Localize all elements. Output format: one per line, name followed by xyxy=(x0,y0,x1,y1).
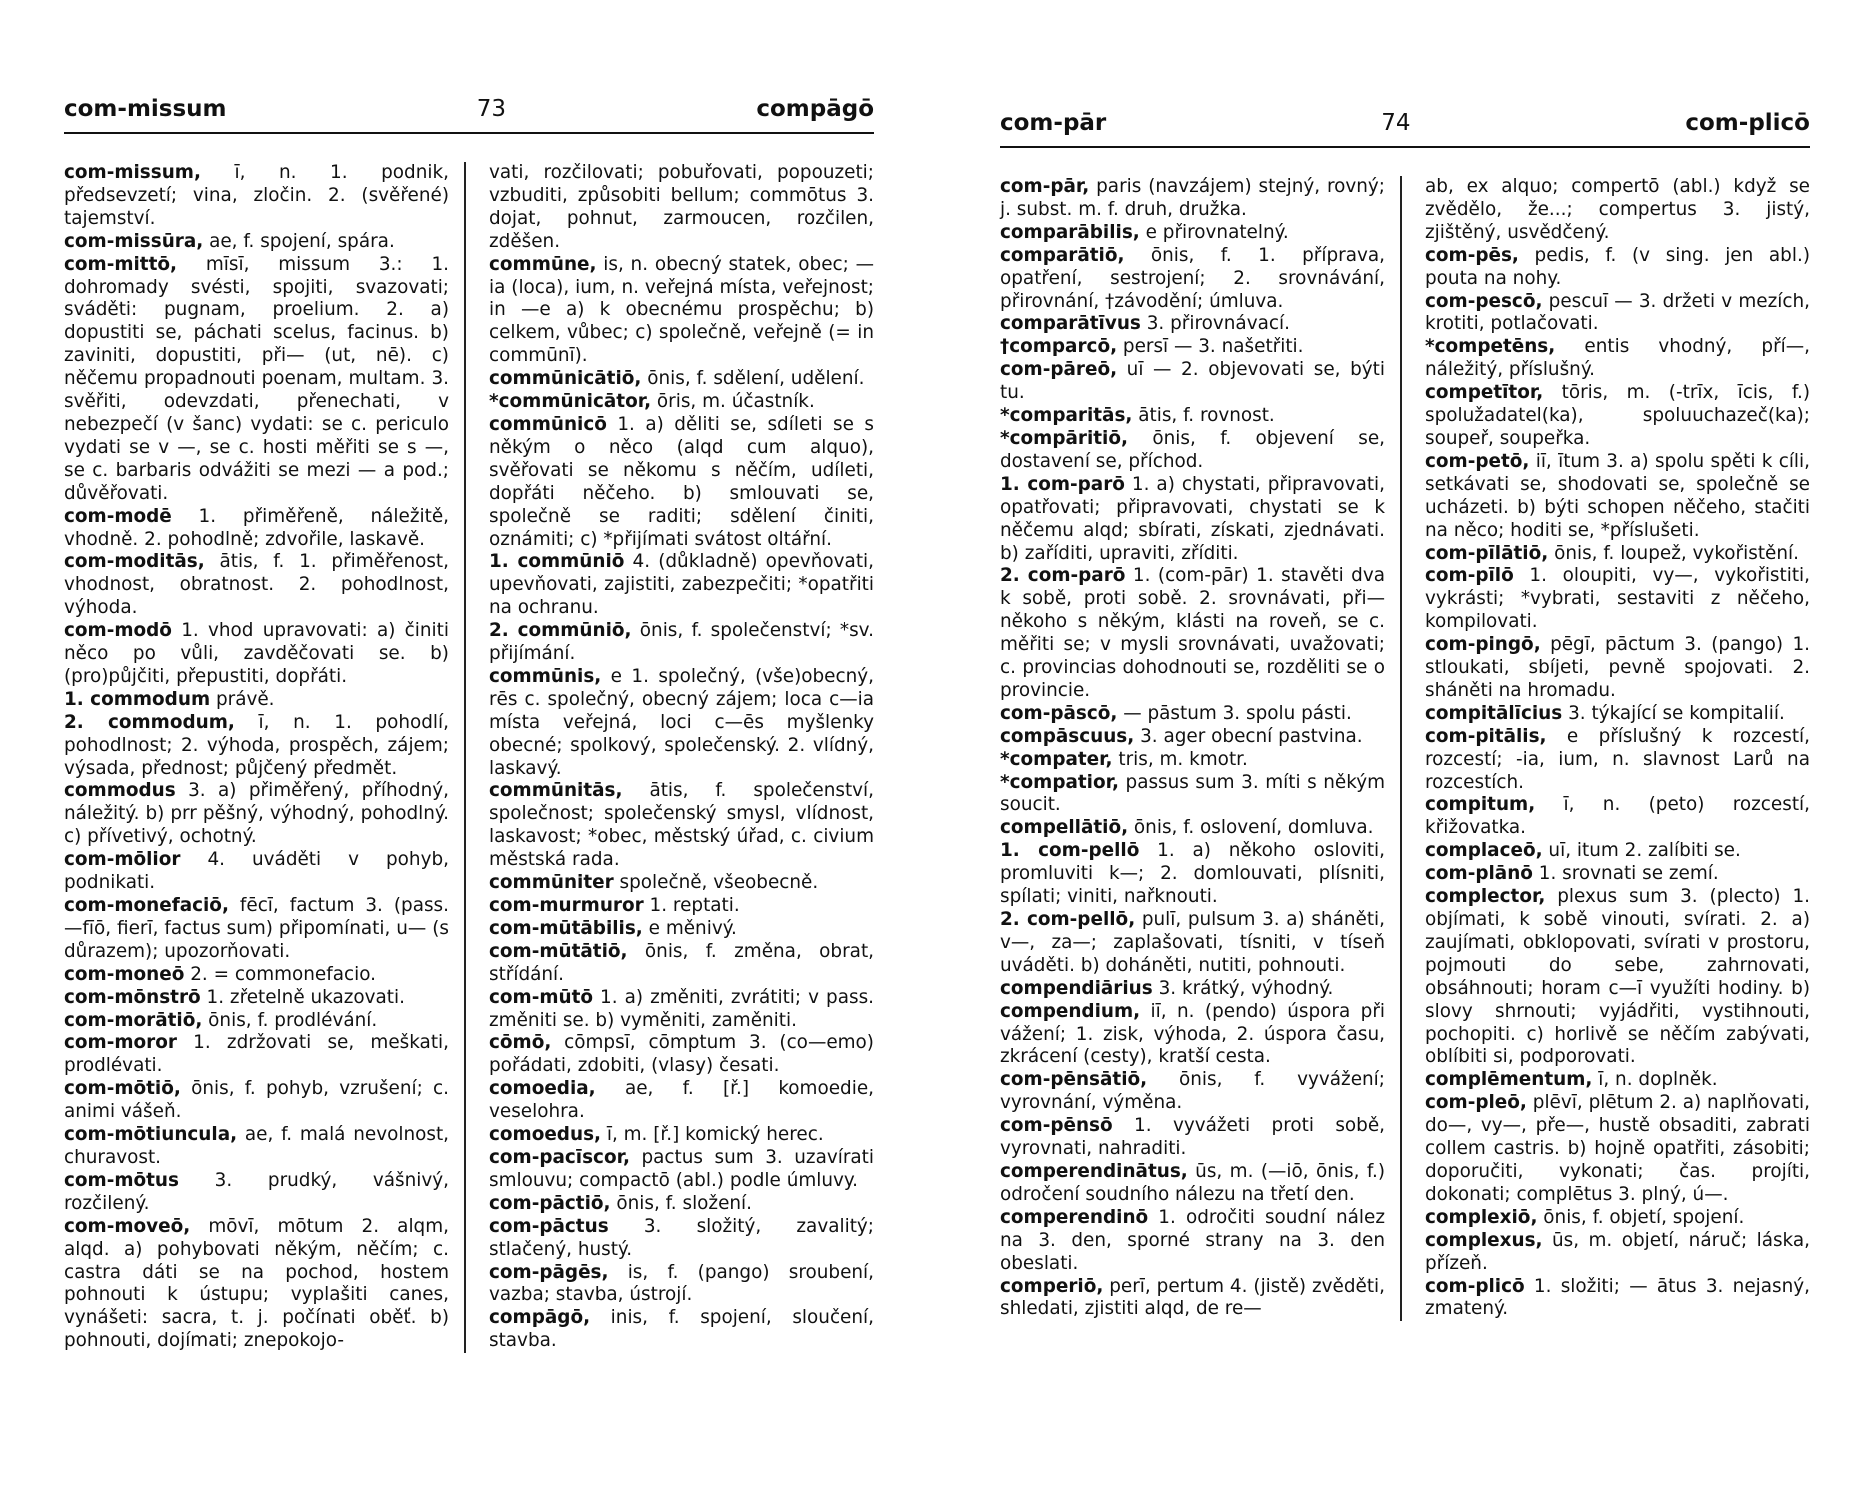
running-head-left: com-missum xyxy=(64,96,227,122)
entry-definition: 1. vhod upravovati: a) činiti něco po vůli, zavděčovati se. b) (pro)půjčiti, přepustiti, dopřáti. xyxy=(64,620,449,687)
entry-definition: vati, rozčilovati; pobuřovati, popouzeti; vzbuditi, způsobiti bellum; commōtus 3. dojat, pohnut, zarmoucen, rozčilen, zděšen. xyxy=(489,162,874,252)
dictionary-entry xyxy=(64,987,449,1010)
entry-headword: *compāritiō, xyxy=(1000,427,1128,449)
entry-headword: *competēns, xyxy=(1425,336,1556,358)
dictionary-entry xyxy=(64,620,449,689)
dictionary-entry xyxy=(489,162,874,254)
entry-definition: 1. oloupiti, vy—, vykořistiti, vykrásti; *vybrati, sestaviti z něčeho, kompilovati. xyxy=(1425,565,1810,633)
entry-definition: ōnis, f. 1. příprava, opatření, sestrojení; 2. srovnávání, přirovnání, †závodění; úmluva. xyxy=(1000,244,1385,312)
dictionary-entry xyxy=(64,1124,449,1170)
dictionary-entry xyxy=(1000,359,1385,405)
entry-headword: compitum, xyxy=(1425,794,1536,816)
dictionary-entry xyxy=(1425,840,1810,863)
entry-headword: competītor, xyxy=(1425,382,1544,404)
entry-definition: mīsī, missum 3.: 1. dohromady svésti, spojiti, svazovati; sváděti: pugnam, proelium. 2. a) dopustiti se, páchati scelus, facinus. b) zaviniti, dopustiti, při— (ut, nē). c) něčemu propadnouti poenam, multam. 3. svěřiti, odevzdati, přenechati, v nebezpečí (v šanc) vydati: se c. periculo vydati se v —, se c. hosti měřiti se s —, se c. barbaris odvážiti se mezi — a pod.; důvěřovati. xyxy=(64,253,449,504)
entry-headword: commūne, xyxy=(489,253,597,275)
dictionary-entry xyxy=(64,506,449,552)
dictionary-entry xyxy=(489,1307,874,1353)
entry-definition: ātis, f. společenství, společnost; společenský smysl, vlídnost, laskavost; *obec, městský úřad, c. civium městská rada. xyxy=(489,780,874,871)
entry-headword: compāscuus, xyxy=(1000,725,1135,747)
dictionary-entry xyxy=(489,620,874,666)
entry-headword: comperendinō xyxy=(1000,1206,1149,1228)
dictionary-entry xyxy=(1000,313,1385,336)
entry-definition: ae, f. [ř.] komoedie, veselohra. xyxy=(489,1078,874,1123)
entry-headword: com-mōlior xyxy=(64,849,181,871)
dictionary-entry xyxy=(1000,817,1385,840)
entry-headword: com-pāgēs, xyxy=(489,1261,609,1283)
entry-definition: perī, pertum 4. (jistě) zvěděti, shledati, zjistiti alqd, de re— xyxy=(1000,1275,1385,1320)
entry-definition: pactus sum 3. uzavírati smlouvu; compactō (abl.) podle úmluvy. xyxy=(489,1146,874,1191)
entry-headword: com-mōnstrō xyxy=(64,986,201,1008)
entry-headword: com-pitālis, xyxy=(1425,725,1547,747)
entry-definition: iī, n. (pendo) úspora při vážení; 1. zisk, výhoda, 2. úspora času, zkrácení (cesty), kratší cesta. xyxy=(1000,1000,1385,1068)
entry-definition: fēcī, factum 3. (pass. —fīō, fierī, factus sum) připomínati, u— (s důrazem); upozorňovati. xyxy=(64,895,449,962)
dictionary-entry xyxy=(64,712,449,781)
entry-definition: iī, ītum 3. a) spolu spěti k cíli, setkávati se, shodovati se, společně se ucházeti. b) býti schopen něčeho, stačiti na něco; hoditi se, *příslušeti. xyxy=(1425,450,1810,541)
entry-definition: ōnis, f. sdělení, udělení. xyxy=(641,368,865,390)
entry-headword: com-moneō xyxy=(64,963,185,985)
entry-headword: com-pingō, xyxy=(1425,634,1541,656)
dictionary-entry xyxy=(1425,382,1810,451)
entry-definition: 4. (důkladně) opevňovati, upevňovati, zajistiti, zabezpečiti; *opatřiti na ochranu. xyxy=(489,551,874,619)
entry-definition: — pāstum 3. spolu pásti. xyxy=(1117,702,1352,724)
entry-headword: com-monefaciō, xyxy=(64,895,229,916)
entry-definition: tōris, m. (-trīx, īcis, f.) spolužadatel(ka), spoluuchazeč(ka); soupeř, soupeřka. xyxy=(1425,382,1810,449)
dictionary-entry xyxy=(489,414,874,551)
entry-definition: 1. přiměřeně, náležitě, vhodně. 2. pohodlně; zdvořile, laskavě. xyxy=(64,505,449,550)
dictionary-entry xyxy=(64,1216,449,1353)
dictionary-entry xyxy=(489,666,874,781)
dictionary-entry xyxy=(1000,336,1385,359)
entry-definition: is, f. (pango) sroubení, vazba; stavba, ústrojí. xyxy=(489,1261,874,1306)
two-column-body xyxy=(1000,176,1810,1321)
entry-definition: e měnivý. xyxy=(642,917,737,939)
dictionary-entry xyxy=(1425,794,1810,840)
entry-definition: cōmpsī, cōmptum 3. (co—emo) pořádati, zdobiti, (vlasy) česati. xyxy=(489,1032,874,1077)
entry-definition: 3. ager obecní pastvina. xyxy=(1134,725,1363,747)
entry-definition: paris (navzájem) stejný, rovný; j. subst. m. f. druh, družka. xyxy=(1000,176,1385,220)
entry-headword: com-pāscō, xyxy=(1000,702,1118,724)
entry-definition: entis vhodný, pří—, náležitý, příslušný. xyxy=(1425,336,1810,381)
entry-headword: com-pēnsātiō, xyxy=(1000,1069,1148,1091)
entry-definition: 3. složitý, zavalitý; stlačený, hustý. xyxy=(489,1215,874,1260)
dictionary-entry xyxy=(1425,1230,1810,1276)
entry-headword: commūnis, xyxy=(489,665,602,687)
entry-headword: complexus, xyxy=(1425,1229,1543,1251)
running-head-right: com-plicō xyxy=(1685,110,1810,136)
column-right xyxy=(1425,176,1810,1321)
entry-definition: 3. a) přiměřený, příhodný, náležitý. b) prr pěšný, výhodný, pohodlný. c) přívetivý, ochotný. xyxy=(64,780,449,848)
entry-definition: 1. srovnati se zemí. xyxy=(1532,863,1719,885)
entry-definition: ūs, m. objetí, náruč; láska, přízeň. xyxy=(1425,1229,1810,1274)
entry-definition: 3. přirovnávací. xyxy=(1140,313,1290,335)
entry-headword: com-missūra, xyxy=(64,230,204,252)
entry-definition: 1. a) změniti, zvrátiti; v pass. změniti se. b) vyměniti, zaměniti. xyxy=(489,986,874,1031)
dictionary-entry xyxy=(1425,451,1810,543)
entry-definition: společně, všeobecně. xyxy=(613,872,819,894)
dictionary-entry xyxy=(1425,1092,1810,1207)
entry-headword: *commūnicātor, xyxy=(489,391,652,413)
column-left xyxy=(64,162,449,1353)
dictionary-entry xyxy=(1425,863,1810,886)
entry-headword: com-mōtiō, xyxy=(64,1078,181,1100)
dictionary-entry xyxy=(489,780,874,872)
entry-definition: 2. = commonefacio. xyxy=(184,963,376,985)
entry-definition: ōnis, f. vyvážení; vyrovnání, výměna. xyxy=(1000,1069,1385,1114)
entry-definition: ātis, f. rovnost. xyxy=(1132,405,1275,427)
entry-headword: 1. commodum xyxy=(64,688,211,710)
column-divider xyxy=(464,162,466,1353)
entry-definition: ātis, f. 1. přiměřenost, vhodnost, obratnost. 2. pohodlnost, výhoda. xyxy=(64,551,449,619)
entry-definition: ōnis, f. pohyb, vzrušení; c. animi vášeň. xyxy=(64,1078,449,1123)
entry-definition: ae, f. spojení, spára. xyxy=(203,230,395,252)
running-head xyxy=(64,96,874,134)
dictionary-entry xyxy=(64,551,449,620)
dictionary-entry xyxy=(489,895,874,918)
entry-headword: com-murmuror xyxy=(489,895,644,916)
dictionary-entry xyxy=(489,1193,874,1216)
entry-headword: com-mūtō xyxy=(489,986,594,1008)
entry-definition: ōnis, f. objetí, spojení. xyxy=(1537,1206,1745,1228)
running-head-left: com-pār xyxy=(1000,110,1107,136)
dictionary-entry xyxy=(1000,1115,1385,1161)
entry-definition: tris, m. kmotr. xyxy=(1112,748,1248,770)
entry-headword: com-plicō xyxy=(1425,1275,1525,1297)
dictionary-entry xyxy=(64,254,449,506)
dictionary-entry xyxy=(64,162,449,231)
dictionary-entry xyxy=(1000,840,1385,909)
entry-headword: comparābilis, xyxy=(1000,221,1140,243)
entry-definition: 1. zdržovati se, meškati, prodlévati. xyxy=(64,1032,449,1077)
dictionary-entry xyxy=(1000,1069,1385,1115)
two-column-body xyxy=(64,162,874,1353)
entry-headword: com-moditās, xyxy=(64,551,205,573)
entry-definition: plēvī, plētum 2. a) naplňovati, do—, vy—, pře—, hustě obsaditi, zabrati collem castris. b) hojně opatřiti, zásobiti; doporučiti, vykonati; čas. projíti, dokonati; complētus 3. plný, ú—. xyxy=(1425,1092,1810,1205)
entry-headword: com-mōtus xyxy=(64,1169,179,1191)
entry-headword: 1. com-parō xyxy=(1000,473,1125,495)
entry-definition: 4. uváděti v pohyb, podnikati. xyxy=(64,849,449,894)
entry-definition: ī, n. 1. pohodlí, pohodlnost; 2. výhoda, prospěch, zájem; výsada, přednost; půjčený předmět. xyxy=(64,711,449,779)
dictionary-entry xyxy=(489,941,874,987)
entry-headword: *comparitās, xyxy=(1000,405,1133,427)
entry-headword: commūnicō xyxy=(489,413,607,435)
entry-headword: cōmō, xyxy=(489,1032,552,1054)
dictionary-entry xyxy=(64,1032,449,1078)
entry-headword: comoedus, xyxy=(489,1124,601,1146)
dictionary-page-73 xyxy=(64,96,874,1353)
column-left xyxy=(1000,176,1385,1321)
entry-definition: ōnis, f. oslovení, domluva. xyxy=(1128,817,1374,839)
dictionary-entry xyxy=(1425,565,1810,634)
dictionary-entry xyxy=(1425,176,1810,245)
entry-definition: ōnis, f. loupež, vykořistění. xyxy=(1548,542,1799,564)
dictionary-entry xyxy=(1000,222,1385,245)
page-number: 73 xyxy=(476,96,507,122)
page-number: 74 xyxy=(1381,110,1411,136)
entry-headword: com-pīlātiō, xyxy=(1425,542,1549,564)
dictionary-entry xyxy=(1425,1207,1810,1230)
entry-definition: pescuī — 3. držeti v mezích, krotiti, potlačovati. xyxy=(1425,290,1810,335)
dictionary-entry xyxy=(1425,245,1810,291)
entry-definition: uī — 2. objevovati se, býti tu. xyxy=(1000,359,1385,404)
entry-headword: 1. commūniō xyxy=(489,551,625,573)
entry-headword: com-mōtiuncula, xyxy=(64,1124,238,1146)
entry-definition: ōnis, f. složení. xyxy=(610,1192,753,1214)
entry-headword: com-pacīscor, xyxy=(489,1146,630,1168)
dictionary-entry xyxy=(1000,909,1385,978)
running-head-right: compāgō xyxy=(756,96,874,122)
dictionary-entry xyxy=(489,1078,874,1124)
entry-definition: 3. krátký, výhodný. xyxy=(1152,977,1334,999)
dictionary-entry xyxy=(1000,245,1385,314)
entry-definition: passus sum 3. míti s někým soucit. xyxy=(1000,771,1385,816)
entry-headword: comoedia, xyxy=(489,1078,596,1100)
entry-headword: com-petō, xyxy=(1425,450,1530,472)
entry-headword: 2. commūniō, xyxy=(489,620,632,642)
column-divider xyxy=(1400,176,1402,1321)
dictionary-entry xyxy=(489,1032,874,1078)
dictionary-entry xyxy=(64,780,449,849)
dictionary-entry xyxy=(1000,405,1385,428)
entry-definition: pedis, f. (v sing. jen abl.) pouta na nohy. xyxy=(1425,244,1810,289)
entry-definition: plexus sum 3. (plecto) 1. objímati, k sobě vinouti, svírati. 2. a) zaujímati, obklopovati, svírati v prostoru, pojmouti do sebe, zahrnovati, obsáhnouti; horam c—ī využíti hodiny. b) slovy shrnouti; vyjádřiti, vystihnouti, pochopiti. c) horlivě se něčím zabývati, oblíbiti si, podporovati. xyxy=(1425,886,1810,1068)
entry-headword: com-modō xyxy=(64,620,172,642)
entry-definition: ōnis, f. společenství; *sv. přijímání. xyxy=(489,620,874,665)
entry-definition: mōvī, mōtum 2. alqm, alqd. a) pohybovati někým, něčím; c. castra dáti se na pochod, hostem pohnouti k ústupu; vyplašiti canes, vynášeti: sacra, t. j. počínati oběť. b) pohnouti, dojímati; znepokojo- xyxy=(64,1215,449,1352)
entry-definition: e přirovnatelný. xyxy=(1139,221,1289,243)
entry-headword: compendiārius xyxy=(1000,977,1153,999)
entry-headword: com-pāreō, xyxy=(1000,359,1118,381)
entry-definition: ōnis, f. změna, obrat, střídání. xyxy=(489,940,874,985)
entry-headword: comparātiō, xyxy=(1000,244,1125,266)
dictionary-entry xyxy=(1000,1161,1385,1207)
entry-definition: 1. reptati. xyxy=(643,895,740,916)
entry-headword: comperendinātus, xyxy=(1000,1160,1188,1182)
entry-headword: com-moror xyxy=(64,1032,177,1054)
entry-headword: complēmentum, xyxy=(1425,1069,1593,1091)
dictionary-entry xyxy=(1425,1276,1810,1322)
entry-headword: com-plānō xyxy=(1425,863,1533,885)
entry-definition: ī, n. (peto) rozcestí, křižovatka. xyxy=(1425,794,1810,839)
entry-definition: ōnis, f. objevení se, dostavení se, příchod. xyxy=(1000,427,1385,472)
dictionary-entry xyxy=(1000,749,1385,772)
dictionary-entry xyxy=(1000,978,1385,1001)
dictionary-entry xyxy=(1425,886,1810,1069)
dictionary-entry xyxy=(489,872,874,895)
entry-headword: 2. com-pellō, xyxy=(1000,909,1136,930)
dictionary-entry xyxy=(64,1078,449,1124)
dictionary-entry xyxy=(1000,428,1385,474)
dictionary-entry xyxy=(1425,703,1810,726)
entry-headword: compellātiō, xyxy=(1000,817,1129,839)
dictionary-page-74 xyxy=(1000,110,1810,1321)
entry-headword: complector, xyxy=(1425,886,1546,908)
entry-headword: compāgō, xyxy=(489,1307,591,1329)
entry-definition: ūs, m. (—iō, ōnis, f.) odročení soudního nálezu na třetí den. xyxy=(1000,1160,1385,1205)
dictionary-entry xyxy=(1000,474,1385,566)
dictionary-entry xyxy=(1000,703,1385,726)
entry-definition: ab, ex alquo; compertō (abl.) když se zvědělo, že...; compertus 3. jistý, zjištěný, usvědčený. xyxy=(1425,176,1810,243)
entry-definition: ōnis, f. prodlévání. xyxy=(202,1009,378,1031)
entry-headword: †comparcō, xyxy=(1000,336,1118,358)
entry-definition: 1. (com-pār) 1. stavěti dva k sobě, proti sobě. 2. srovnávati, při— někoho s někým, klásti na roveň, se c. měřiti se; v mysli srovnávati, uvažovati; c. provincias dohodnouti se, rozděliti se o provincie. xyxy=(1000,565,1386,701)
entry-definition: ī, n. 1. podnik, předsevzetí; vina, zločin. 2. (svěřené) tajemství. xyxy=(64,162,449,229)
entry-definition: ae, f. malá nevolnost, churavost. xyxy=(64,1124,449,1168)
entry-definition: pulī, pulsum 3. a) sháněti, v—, za—; zaplašovati, tísniti, v tíseň uváděti. b) doháněti, nutiti, pohnouti. xyxy=(1000,909,1385,976)
entry-definition: ōris, m. účastník. xyxy=(651,391,815,413)
dictionary-entry xyxy=(489,254,874,369)
dictionary-entry xyxy=(489,918,874,941)
dictionary-entry xyxy=(64,849,449,895)
entry-headword: 2. commodum, xyxy=(64,711,235,733)
entry-definition: 1. vyvážeti proti sobě, vyrovnati, nahraditi. xyxy=(1000,1115,1385,1160)
entry-headword: com-pāctiō, xyxy=(489,1192,611,1214)
dictionary-entry xyxy=(1425,1069,1810,1092)
entry-headword: complaceō, xyxy=(1425,840,1543,862)
entry-headword: comparātīvus xyxy=(1000,313,1141,335)
dictionary-entry xyxy=(1425,543,1810,566)
dictionary-entry xyxy=(64,895,449,964)
dictionary-entry xyxy=(64,1010,449,1033)
entry-definition: persī — 3. našetřiti. xyxy=(1117,336,1304,358)
dictionary-entry xyxy=(1000,176,1385,222)
entry-definition: ī, m. [ř.] komický herec. xyxy=(601,1124,824,1146)
entry-definition: inis, f. spojení, sloučení, stavba. xyxy=(489,1307,874,1352)
entry-headword: com-pescō, xyxy=(1425,290,1543,312)
entry-headword: com-mittō, xyxy=(64,253,178,275)
entry-headword: 2. com-parō xyxy=(1000,565,1126,587)
entry-headword: com-mūtātiō, xyxy=(489,940,628,962)
entry-definition: 1. a) chystati, připravovati, opatřovati; připravovati, chystati se k něčemu alqd; sbírati, získati, zjednávati. b) zaříditi, upraviti, zříditi. xyxy=(1000,473,1386,564)
entry-definition: 1. a) někoho osloviti, promluviti k—; 2. domlouvati, plísniti, spílati; viniti, nařknouti. xyxy=(1000,840,1385,908)
entry-headword: compendium, xyxy=(1000,1000,1141,1022)
entry-headword: com-pār, xyxy=(1000,176,1090,197)
entry-definition: 3. týkající se kompitalií. xyxy=(1562,702,1785,724)
entry-definition: e 1. společný, (vše)obecný, rēs c. společný, obecný zájem; loca c—ia místa veřejná, loci c—ēs myšlenky obecné; spolkový, společenský. 2. vlídný, laskavý. xyxy=(489,665,874,779)
entry-definition: 1. zřetelně ukazovati. xyxy=(200,986,405,1008)
dictionary-entry xyxy=(1000,1207,1385,1276)
entry-definition: uī, itum 2. zalíbiti se. xyxy=(1542,840,1741,862)
entry-headword: com-missum, xyxy=(64,162,201,183)
entry-headword: com-pīlō xyxy=(1425,565,1514,587)
dictionary-entry xyxy=(1425,291,1810,337)
entry-definition: 1. odročiti soudní nález na 3. den, sporné strany na 3. den obeslati. xyxy=(1000,1206,1385,1274)
entry-headword: com-pleō, xyxy=(1425,1092,1527,1114)
entry-definition: is, n. obecný statek, obec; —ia (loca), ium, n. veřejná místa, veřejnost; in —e a) k obecnému prospěchu; b) celkem, vůbec; c) společně, veřejně (= in commūnī). xyxy=(489,253,874,367)
dictionary-entry xyxy=(64,231,449,254)
entry-definition: 1. a) děliti se, sdíleti se s někým o něco (alqd cum alquo), svěřovati se někomu s něčím, udíleti, dopřáti něčeho. b) smlouvati se, společně se raditi; sdělení činiti, oznámiti; c) *přijímati svátost oltářní. xyxy=(489,413,874,550)
dictionary-entry xyxy=(489,391,874,414)
entry-headword: *compater, xyxy=(1000,748,1113,770)
dictionary-entry xyxy=(489,368,874,391)
dictionary-entry xyxy=(1425,336,1810,382)
running-head xyxy=(1000,110,1810,148)
entry-definition: ī, n. doplněk. xyxy=(1592,1069,1718,1091)
entry-headword: 1. com-pellō xyxy=(1000,840,1140,862)
dictionary-entry xyxy=(489,551,874,620)
dictionary-entry xyxy=(1425,634,1810,703)
dictionary-entry xyxy=(489,1124,874,1147)
entry-headword: commodus xyxy=(64,780,176,802)
entry-headword: commūniter xyxy=(489,872,614,894)
entry-headword: com-mūtābilis, xyxy=(489,917,643,939)
entry-definition: 1. složiti; — ātus 3. nejasný, zmatený. xyxy=(1425,1275,1810,1320)
dictionary-entry xyxy=(1000,726,1385,749)
dictionary-entry xyxy=(1425,726,1810,795)
dictionary-entry xyxy=(489,1147,874,1193)
dictionary-entry xyxy=(489,987,874,1033)
column-right xyxy=(489,162,874,1353)
dictionary-entry xyxy=(489,1262,874,1308)
entry-headword: com-pāctus xyxy=(489,1215,609,1237)
entry-definition: pēgī, pāctum 3. (pango) 1. stloukati, sbíjeti, pevně spojovati. 2. sháněti na hromadu. xyxy=(1425,634,1810,701)
dictionary-entry xyxy=(64,964,449,987)
entry-headword: com-moveō, xyxy=(64,1215,191,1237)
dictionary-entry xyxy=(1000,1276,1385,1322)
entry-definition: právě. xyxy=(210,688,275,710)
entry-headword: com-pēnsō xyxy=(1000,1115,1113,1137)
dictionary-entry xyxy=(1000,772,1385,818)
entry-headword: compitālīcius xyxy=(1425,702,1563,724)
entry-definition: 3. prudký, vášnivý, rozčilený. xyxy=(64,1169,449,1214)
entry-headword: commūnitās, xyxy=(489,780,623,802)
dictionary-entry xyxy=(489,1216,874,1262)
entry-headword: commūnicātiō, xyxy=(489,368,642,390)
entry-headword: com-modē xyxy=(64,505,172,527)
dictionary-entry xyxy=(64,689,449,712)
entry-headword: comperiō, xyxy=(1000,1275,1104,1297)
entry-headword: com-morātiō, xyxy=(64,1009,203,1031)
dictionary-entry xyxy=(64,1170,449,1216)
dictionary-entry xyxy=(1000,1001,1385,1070)
entry-headword: *compatior, xyxy=(1000,771,1119,793)
entry-headword: complexiō, xyxy=(1425,1206,1538,1228)
entry-definition: e příslušný k rozcestí, rozcestí; -ia, ium, n. slavnost Larů na rozcestích. xyxy=(1425,725,1810,793)
dictionary-entry xyxy=(1000,565,1385,702)
entry-headword: com-pēs, xyxy=(1425,244,1519,266)
